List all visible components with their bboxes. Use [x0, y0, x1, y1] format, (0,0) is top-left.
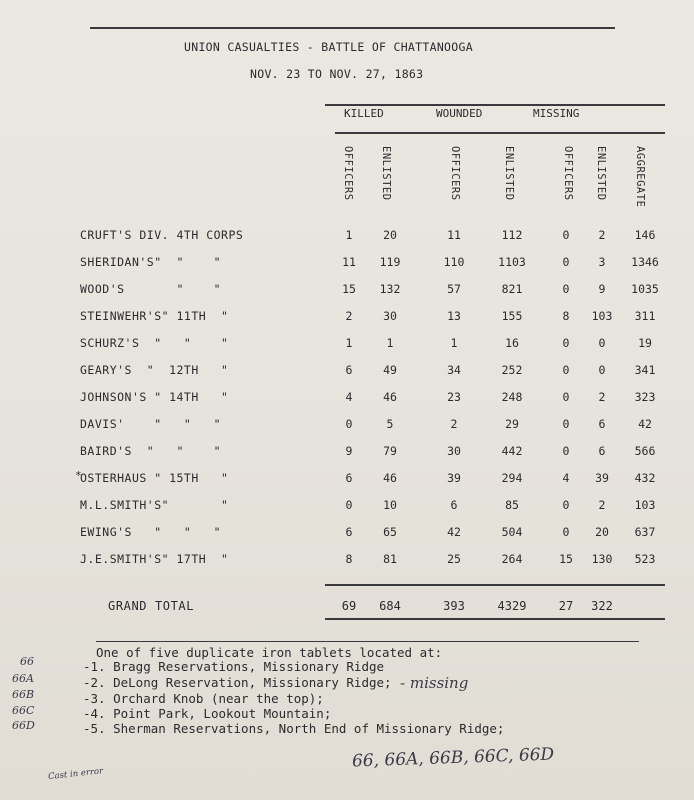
table-cell: 0: [562, 444, 570, 458]
header-group-rule: [335, 132, 665, 134]
table-cell: 146: [634, 228, 656, 242]
group-killed: KILLED: [344, 107, 384, 120]
row-label: SCHURZ'S " " ": [80, 336, 229, 350]
table-cell: 8: [345, 552, 353, 566]
total-bottom-rule: [325, 618, 665, 620]
missing-annotation-text: missing: [409, 674, 469, 692]
table-cell: 341: [634, 363, 656, 377]
table-cell: 39: [447, 471, 461, 485]
table-cell: 42: [638, 417, 652, 431]
table-cell: 0: [562, 390, 570, 404]
row-label: OSTERHAUS " 15TH ": [80, 471, 229, 485]
table-cell: 0: [562, 417, 570, 431]
note-item-1-dash: -: [83, 659, 91, 674]
table-cell: 1035: [631, 282, 659, 296]
note-item-5: [83, 721, 504, 736]
margin-code-3: 66B: [12, 688, 35, 701]
margin-code-5: 66D: [12, 719, 35, 732]
row-label: J.E.SMITH'S" 17TH ": [80, 552, 229, 566]
table-cell: 20: [383, 228, 397, 242]
notes-intro: One of five duplicate iron tablets located at:: [96, 645, 443, 660]
table-cell: 637: [634, 525, 656, 539]
table-cell: 252: [501, 363, 523, 377]
table-cell: 42: [447, 525, 461, 539]
table-cell: 1: [450, 336, 458, 350]
table-cell: 0: [562, 498, 570, 512]
table-cell: 566: [634, 444, 656, 458]
note-item-3: [83, 691, 324, 706]
document-title: UNION CASUALTIES - BATTLE OF CHATTANOOGA: [184, 40, 473, 54]
table-cell: 130: [591, 552, 613, 566]
table-cell: 821: [501, 282, 523, 296]
table-cell: 6: [345, 363, 353, 377]
table-cell: 11: [342, 255, 356, 269]
table-cell: 1: [345, 228, 353, 242]
note-item-2-text: 2. DeLong Reservation, Missionary Ridge;: [90, 675, 392, 690]
table-cell: 432: [634, 471, 656, 485]
col-killed-officers: OFFICERS: [342, 146, 354, 201]
table-cell: 1346: [631, 255, 659, 269]
note-item-1: [83, 659, 384, 674]
table-cell: 11: [447, 228, 461, 242]
note-item-1-text: 1. Bragg Reservations, Missionary Ridge: [90, 659, 385, 674]
table-cell: 0: [345, 498, 353, 512]
table-cell: 2: [598, 228, 606, 242]
total-cell: 684: [379, 599, 401, 613]
col-missing-officers: OFFICERS: [562, 146, 574, 201]
note-item-4-dash: -: [83, 706, 91, 721]
group-missing: MISSING: [533, 107, 580, 120]
total-cell: 393: [443, 599, 465, 613]
table-cell: 0: [562, 282, 570, 296]
table-cell: 39: [595, 471, 609, 485]
table-cell: 15: [342, 282, 356, 296]
notes-rule: [96, 641, 639, 642]
col-killed-enlisted: ENLISTED: [380, 146, 392, 201]
table-cell: 10: [383, 498, 397, 512]
table-cell: 155: [501, 309, 523, 323]
table-cell: 103: [591, 309, 613, 323]
table-cell: 0: [598, 336, 606, 350]
table-cell: 1: [345, 336, 353, 350]
group-wounded: WOUNDED: [436, 107, 483, 120]
table-cell: 2: [598, 498, 606, 512]
header-top-rule: [325, 104, 665, 106]
document-dates: NOV. 23 TO NOV. 27, 1863: [250, 67, 424, 81]
table-cell: 442: [501, 444, 523, 458]
total-cell: 69: [341, 599, 357, 613]
table-cell: 0: [598, 363, 606, 377]
row-label: GEARY'S " 12TH ": [80, 363, 229, 377]
row-label: EWING'S " " ": [80, 525, 222, 539]
missing-annotation: [400, 674, 468, 692]
margin-code-4: 66C: [12, 704, 35, 717]
table-cell: 85: [505, 498, 519, 512]
note-item-2-dash: -: [83, 675, 91, 690]
table-cell: 2: [345, 309, 353, 323]
table-cell: 9: [598, 282, 606, 296]
table-cell: 34: [447, 363, 461, 377]
row-label: M.L.SMITH'S" ": [80, 498, 229, 512]
note-item-2: [83, 675, 392, 690]
total-cell: 4329: [497, 599, 527, 613]
table-cell: 9: [345, 444, 353, 458]
table-cell: 13: [447, 309, 461, 323]
row-label: BAIRD'S " " ": [80, 444, 222, 458]
table-cell: 248: [501, 390, 523, 404]
table-cell: 0: [562, 255, 570, 269]
table-cell: 20: [595, 525, 609, 539]
table-cell: 30: [447, 444, 461, 458]
table-cell: 25: [447, 552, 461, 566]
row-label: STEINWEHR'S" 11TH ": [80, 309, 229, 323]
table-cell: 57: [447, 282, 461, 296]
table-cell: 4: [562, 471, 570, 485]
table-cell: 6: [345, 471, 353, 485]
col-wounded-enlisted: ENLISTED: [503, 146, 515, 201]
table-cell: 81: [383, 552, 397, 566]
col-aggregate: AGGREGATE: [634, 146, 646, 208]
row-label: SHERIDAN'S" " ": [80, 255, 222, 269]
table-cell: 311: [634, 309, 656, 323]
margin-code-2: 66A: [12, 672, 34, 685]
table-cell: 23: [447, 390, 461, 404]
table-cell: 0: [562, 363, 570, 377]
table-cell: 5: [386, 417, 394, 431]
table-cell: 46: [383, 471, 397, 485]
total-cell: 27: [558, 599, 574, 613]
table-cell: 19: [638, 336, 652, 350]
table-cell: 4: [345, 390, 353, 404]
table-cell: 29: [505, 417, 519, 431]
table-cell: 0: [562, 525, 570, 539]
table-cell: 46: [383, 390, 397, 404]
note-item-4-text: 4. Point Park, Lookout Mountain;: [90, 706, 332, 721]
total-top-rule: [325, 584, 665, 586]
table-cell: 112: [501, 228, 523, 242]
table-cell: 16: [505, 336, 519, 350]
table-cell: 103: [634, 498, 656, 512]
row-label: WOOD'S " ": [80, 282, 222, 296]
table-cell: 15: [559, 552, 573, 566]
note-item-4: [83, 706, 331, 721]
row-label: JOHNSON'S " 14TH ": [80, 390, 229, 404]
row-label: DAVIS' " " ": [80, 417, 222, 431]
table-cell: 1103: [498, 255, 526, 269]
table-cell: 119: [379, 255, 401, 269]
bottom-codes: 66, 66A, 66B, 66C, 66D: [351, 744, 555, 772]
table-cell: 132: [379, 282, 401, 296]
table-cell: 0: [345, 417, 353, 431]
asterisk-mark: *: [75, 469, 82, 482]
table-cell: 504: [501, 525, 523, 539]
col-missing-enlisted: ENLISTED: [595, 146, 607, 201]
note-item-5-dash: -: [83, 721, 91, 736]
table-cell: 523: [634, 552, 656, 566]
table-cell: 323: [634, 390, 656, 404]
row-label: CRUFT'S DIV. 4TH CORPS: [80, 228, 244, 242]
note-item-3-text: 3. Orchard Knob (near the top);: [90, 691, 324, 706]
table-cell: 2: [450, 417, 458, 431]
missing-annotation-dash: -: [400, 674, 410, 692]
margin-code-1: 66: [20, 655, 34, 668]
table-cell: 3: [598, 255, 606, 269]
cast-note: Cast in error: [47, 766, 104, 783]
table-cell: 264: [501, 552, 523, 566]
note-item-5-text: 5. Sherman Reservations, North End of Missionary Ridge;: [90, 721, 505, 736]
table-cell: 110: [443, 255, 465, 269]
table-cell: 2: [598, 390, 606, 404]
table-cell: 6: [345, 525, 353, 539]
table-cell: 65: [383, 525, 397, 539]
top-rule: [90, 27, 615, 29]
table-cell: 30: [383, 309, 397, 323]
table-cell: 6: [598, 417, 606, 431]
table-cell: 0: [562, 336, 570, 350]
grand-total-label: GRAND TOTAL: [108, 599, 195, 613]
table-cell: 294: [501, 471, 523, 485]
table-cell: 0: [562, 228, 570, 242]
table-cell: 49: [383, 363, 397, 377]
table-cell: 8: [562, 309, 570, 323]
col-wounded-officers: OFFICERS: [449, 146, 461, 201]
table-cell: 79: [383, 444, 397, 458]
table-cell: 6: [598, 444, 606, 458]
table-cell: 1: [386, 336, 394, 350]
total-cell: 322: [591, 599, 613, 613]
note-item-3-dash: -: [83, 691, 91, 706]
table-cell: 6: [450, 498, 458, 512]
